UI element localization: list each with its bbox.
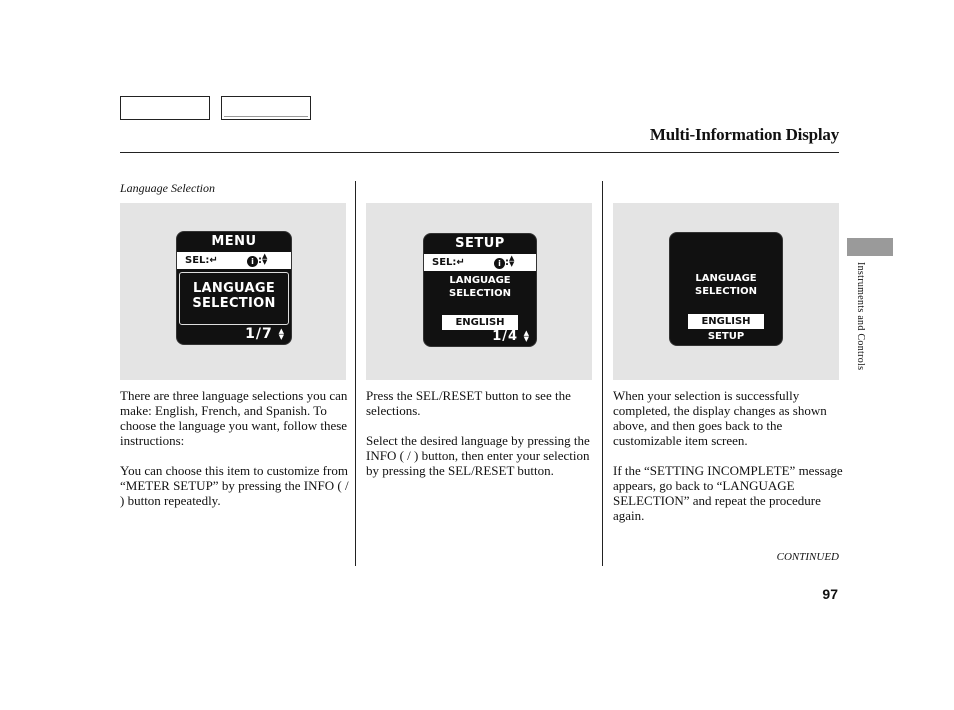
figure-caption: Language Selection bbox=[120, 181, 215, 195]
paragraph: If the “SETTING INCOMPLETE” message appears, go back to “LANGUAGE SELECTION” and repeat the procedure again. bbox=[613, 463, 843, 523]
sel-indicator: SEL:↵ bbox=[432, 257, 465, 268]
section-tab-label: Instruments and Controls bbox=[855, 262, 866, 371]
up-down-arrows-icon: ▲ ▼ bbox=[509, 254, 515, 268]
screen-control-bar bbox=[424, 254, 536, 271]
screen-item-counter: 1/7 ▲ ▼ bbox=[245, 326, 285, 342]
title-divider bbox=[120, 152, 839, 153]
continued-note: CONTINUED bbox=[776, 551, 839, 563]
nav-box-next[interactable] bbox=[221, 96, 311, 120]
screen-item-counter: 1/4 ▲ ▼ bbox=[492, 329, 530, 344]
sel-indicator: SEL:↵ bbox=[185, 255, 218, 266]
screen-heading: MENU bbox=[211, 234, 257, 249]
screen-setup-label: SETUP bbox=[707, 331, 745, 342]
figure-menu-display bbox=[120, 203, 346, 380]
figure-completed-display bbox=[613, 203, 839, 380]
info-icon: i bbox=[494, 258, 505, 269]
paragraph: Press the SEL/RESET button to see the selections. bbox=[366, 388, 571, 418]
screen-heading: SETUP bbox=[455, 236, 505, 251]
screen-control-bar bbox=[177, 252, 291, 269]
display-screen bbox=[176, 231, 292, 345]
screen-language-heading: LANGUAGE SELECTION bbox=[449, 275, 511, 299]
paragraph: Select the desired language by pressing the INFO ( / ) button, then enter your selection by pressing the SEL/RESET button. bbox=[366, 433, 590, 478]
column-right-text bbox=[613, 388, 843, 538]
info-indicator: i :▲ ▼ bbox=[247, 252, 267, 269]
info-indicator: i :▲ ▼ bbox=[494, 254, 514, 271]
page-title: Multi-Information Display bbox=[649, 125, 839, 144]
column-divider-1 bbox=[355, 181, 356, 566]
column-divider-2 bbox=[602, 181, 603, 566]
figure-setup-display bbox=[366, 203, 592, 380]
language-option-english: ENGLISH bbox=[688, 314, 764, 329]
language-option-english: ENGLISH bbox=[442, 315, 518, 330]
up-down-arrows-icon: ▲ ▼ bbox=[262, 252, 268, 266]
info-icon: i bbox=[247, 256, 258, 267]
up-down-arrows-icon: ▲ ▼ bbox=[278, 327, 285, 341]
nav-box-back[interactable] bbox=[120, 96, 210, 120]
enter-icon: ↵ bbox=[456, 257, 465, 268]
paragraph: You can choose this item to customize from “METER SETUP” by pressing the INFO ( / ) button repeatedly. bbox=[120, 463, 349, 508]
column-left-text bbox=[120, 388, 350, 523]
page-number: 97 bbox=[822, 586, 838, 602]
paragraph: There are three language selections you can make: English, French, and Spanish. To choose the language you want, follow these instructions: bbox=[120, 388, 348, 448]
section-tab bbox=[847, 238, 893, 256]
display-screen bbox=[669, 232, 783, 346]
enter-icon: ↵ bbox=[209, 255, 218, 266]
column-middle-text bbox=[366, 388, 596, 493]
display-screen bbox=[423, 233, 537, 347]
screen-selected-item: LANGUAGE SELECTION bbox=[179, 272, 289, 325]
screen-language-heading: LANGUAGE SELECTION bbox=[695, 273, 757, 297]
up-down-arrows-icon: ▲ ▼ bbox=[523, 329, 530, 343]
paragraph: When your selection is successfully completed, the display changes as shown above, and then goes back to the customizable item screen. bbox=[613, 388, 827, 448]
